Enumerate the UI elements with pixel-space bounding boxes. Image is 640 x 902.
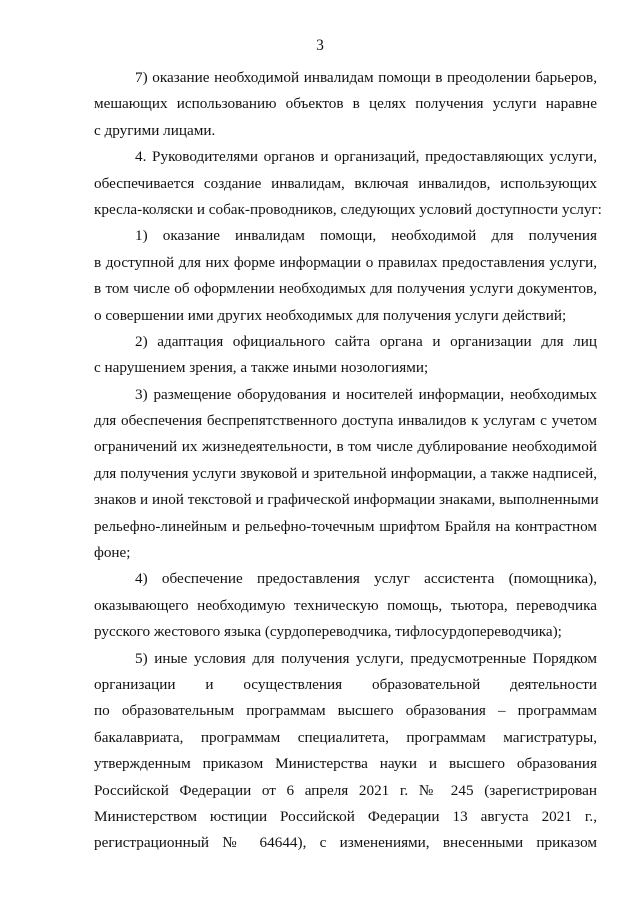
text-line: русского жестового языка (сурдопереводчика, тифлосурдопереводчика); (94, 623, 562, 641)
text-line: с другими лицами. (94, 121, 216, 139)
paragraph (94, 65, 597, 144)
text-line: мешающих использованию объектов в целях получения услуги наравне (94, 95, 597, 113)
text-line: в доступной для них форме информации о правилах предоставления услуги, (94, 253, 597, 271)
text-line: 5) иные условия для получения услуги, предусмотренные Порядком (135, 649, 597, 667)
text-line: о совершении ими других необходимых для получения услуги действий; (94, 306, 567, 324)
text-line: утвержденным приказом Министерства науки и высшего образования (94, 755, 597, 773)
text-line: для получения услуги звуковой и зрительной информации, а также надписей, (94, 464, 597, 482)
paragraph (94, 329, 597, 382)
paragraph (94, 223, 597, 329)
text-line: 7) оказание необходимой инвалидам помощи в преодолении барьеров, (135, 69, 597, 86)
text-line: Министерством юстиции Российской Федерации 13 августа 2021 г., (94, 807, 597, 825)
text-line: 4) обеспечение предоставления услуг ассистента (помощника), (135, 570, 597, 588)
text-line: в том числе об оформлении необходимых для получения услуги документов, (94, 280, 597, 298)
text-line: рельефно-линейным и рельефно-точечным шрифтом Брайля на контрастном (94, 517, 597, 535)
paragraph (94, 566, 597, 645)
text-line: оказывающего необходимую техническую помощь, тьютора, переводчика (94, 596, 597, 614)
text-line: кресла-коляски и собак-проводников, следующих условий доступности услуг: (94, 200, 602, 218)
paragraph (94, 646, 597, 857)
text-line: ограничений их жизнедеятельности, в том числе дублирование необходимой (94, 438, 597, 456)
text-line: 2) адаптация официального сайта органа и организации для лиц (135, 332, 597, 350)
text-line: обеспечивается создание инвалидам, включая инвалидов, использующих (94, 174, 597, 192)
text-line: бакалавриата, программам специалитета, программам магистратуры, (94, 728, 597, 746)
document-body (94, 65, 602, 857)
text-line: 1) оказание инвалидам помощи, необходимой для получения (135, 227, 597, 245)
text-line: регистрационный № 64644), с изменениями, внесенными приказом (94, 834, 597, 852)
text-line: фоне; (94, 544, 131, 562)
text-line: 4. Руководителями органов и организаций, предоставляющих услуги, (135, 148, 597, 166)
text-line: с нарушением зрения, а также иными нозологиями; (94, 359, 429, 377)
text-line: организации и осуществления образовательной деятельности (94, 675, 597, 693)
paragraph (94, 382, 597, 567)
text-line: по образовательным программам высшего образования – программам (94, 702, 597, 720)
text-line: знаков и иной текстовой и графической информации знаками, выполненными (94, 491, 599, 509)
page-number: 3 (316, 37, 324, 54)
text-line: 3) размещение оборудования и носителей информации, необходимых (135, 385, 597, 403)
text-line: для обеспечения беспрепятственного доступа инвалидов к услугам с учетом (94, 412, 597, 430)
text-line: Российской Федерации от 6 апреля 2021 г. № 245 (зарегистрирован (94, 781, 597, 799)
paragraph (94, 144, 602, 223)
